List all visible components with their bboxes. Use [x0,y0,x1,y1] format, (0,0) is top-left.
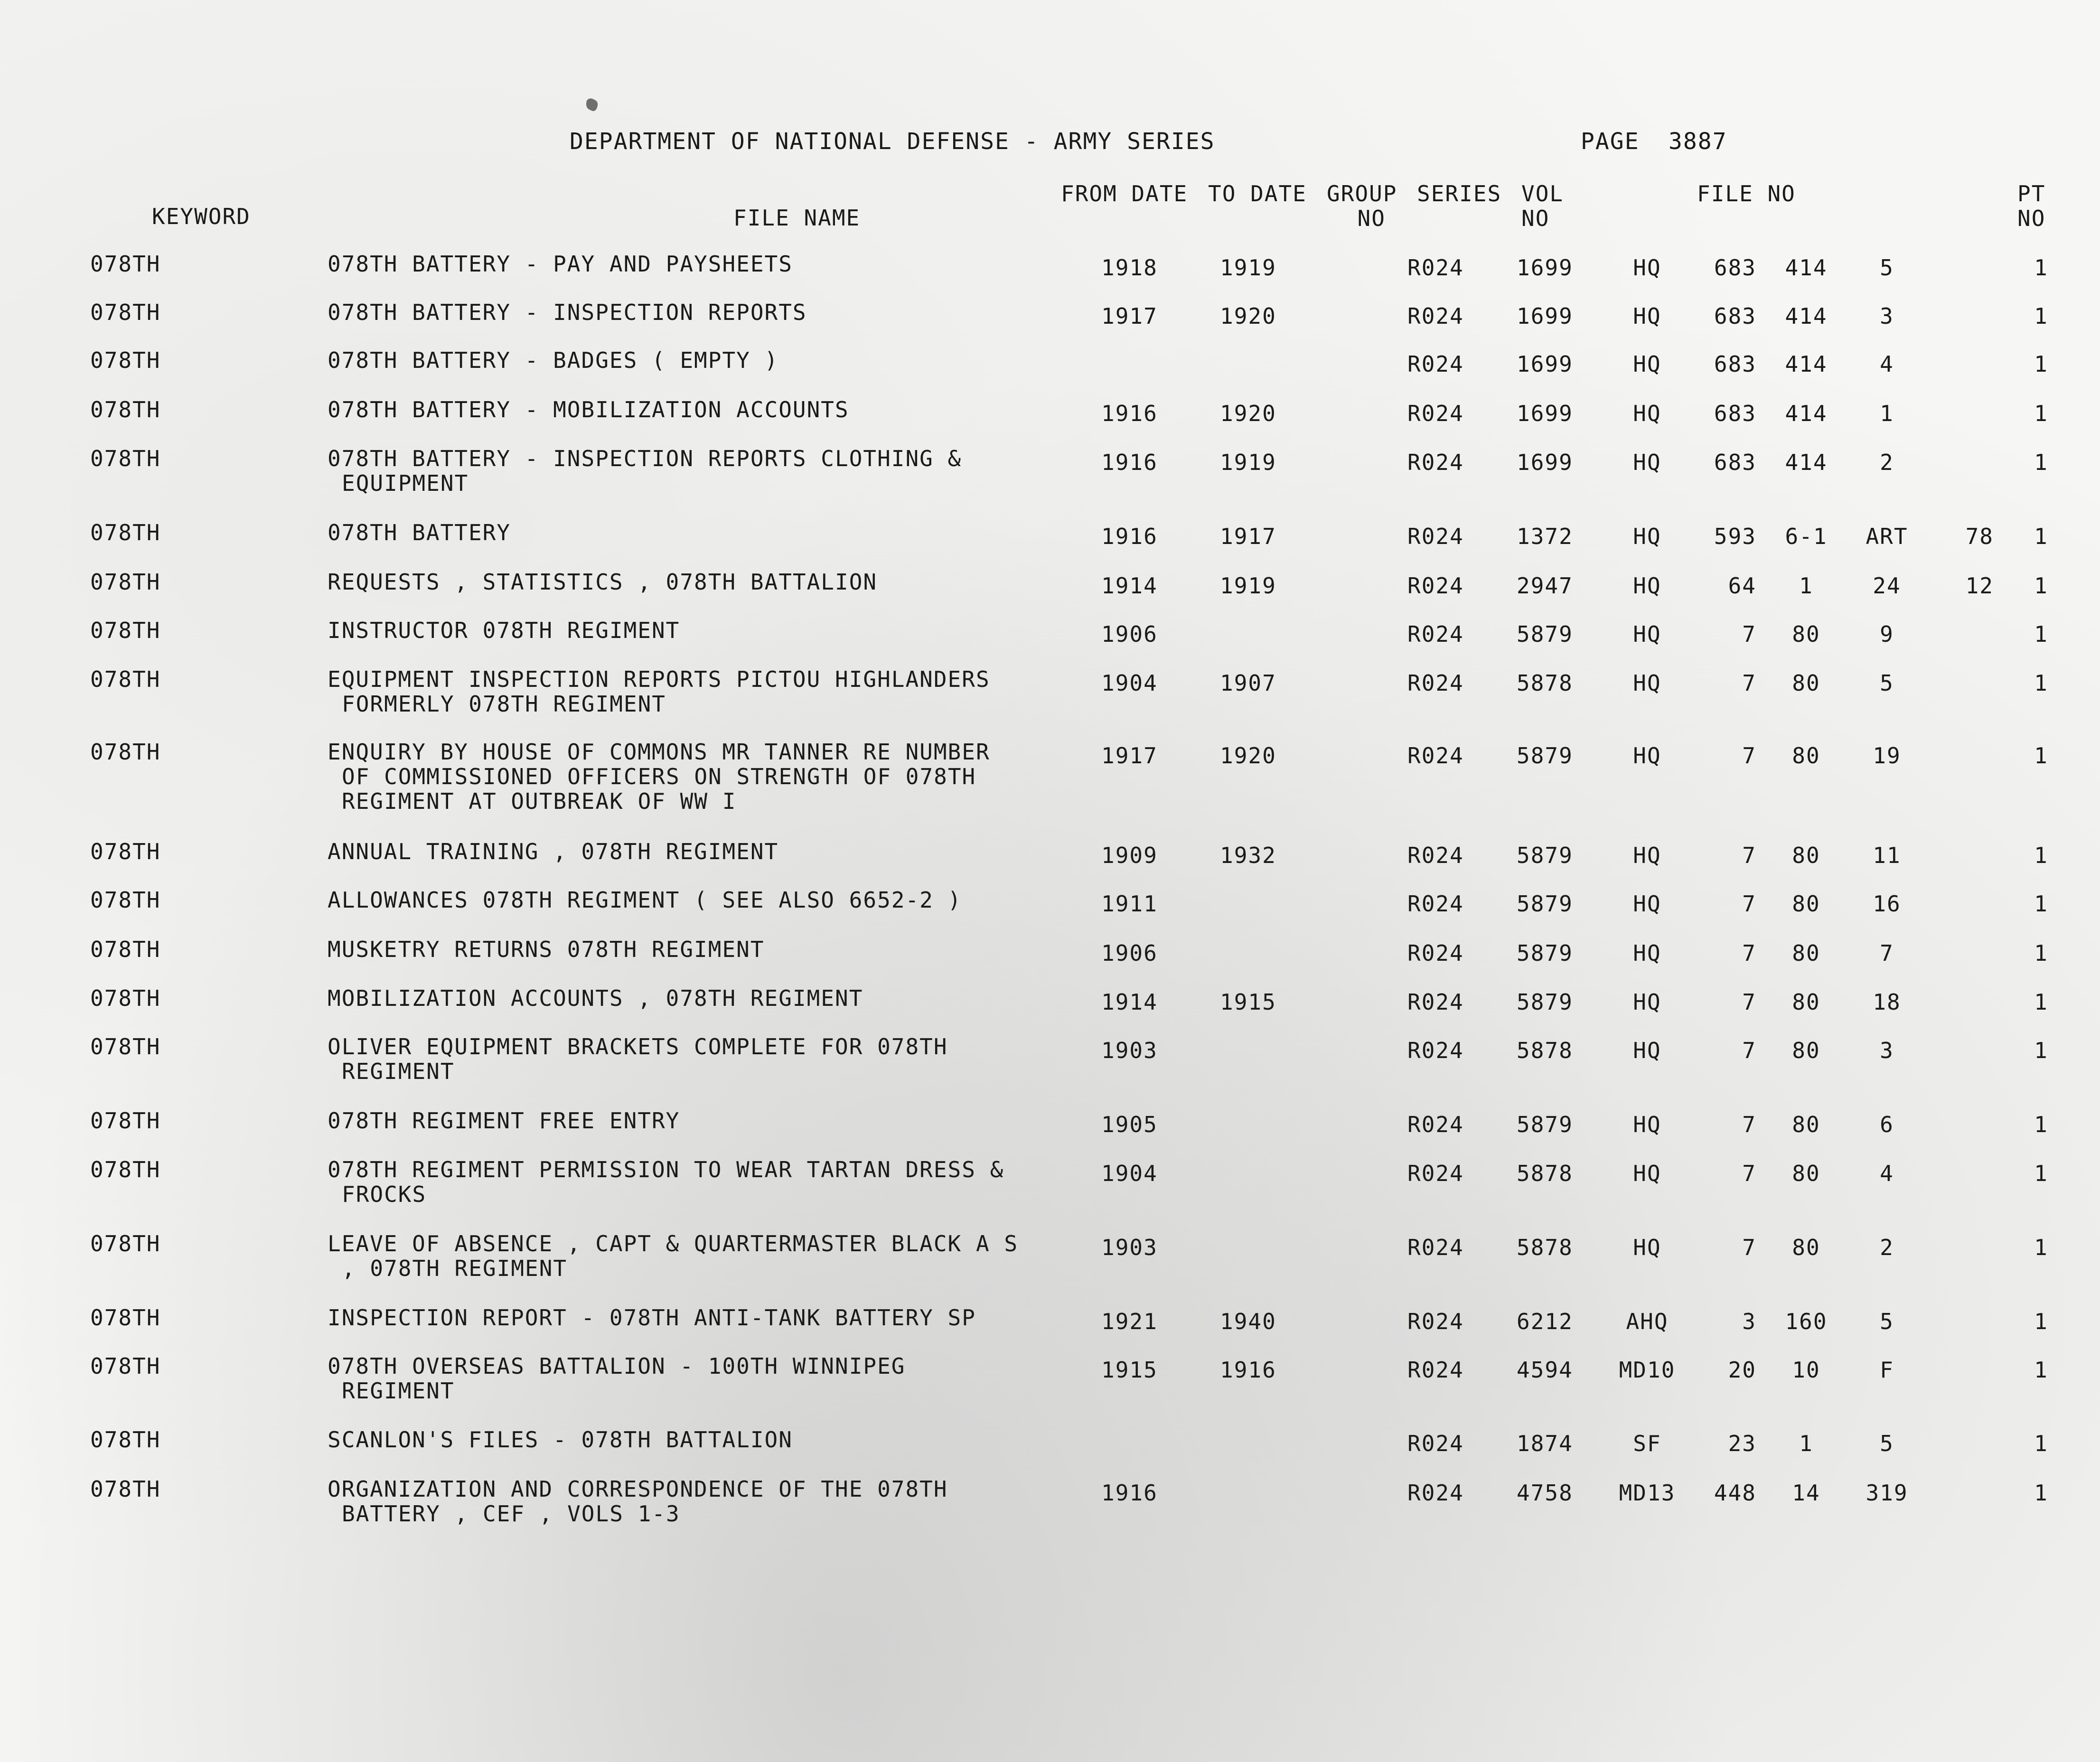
file-no-prefix-cell: MD13 [1619,1480,1676,1506]
file-no-part-1-cell: 7 [1742,989,1756,1015]
file-name-cell [328,1231,1078,1281]
column-header-group: GROUP [1327,181,1397,206]
file-name-line: 078TH BATTERY - MOBILIZATION ACCOUNTS [328,397,849,422]
to-date-cell: 1917 [1220,524,1276,549]
file-name-line: 078TH REGIMENT FREE ENTRY [328,1108,680,1134]
file-no-part-2-cell: 414 [1785,450,1828,475]
file-no-part-3-cell: 11 [1873,843,1901,868]
keyword-cell: 078TH [90,1231,161,1256]
series-cell: R024 [1407,1235,1464,1260]
pt-no-cell: 1 [2034,401,2048,426]
file-no-part-2-cell: 80 [1792,670,1820,696]
keyword-cell: 078TH [90,666,161,692]
file-no-part-2-cell: 14 [1792,1480,1820,1506]
file-no-part-1-cell: 7 [1742,940,1756,966]
file-name-line: 078TH BATTERY - PAY AND PAYSHEETS [328,251,793,277]
file-name-cell [328,446,1078,496]
file-no-part-2-cell: 80 [1792,743,1820,769]
file-no-part-2-cell: 160 [1785,1309,1828,1334]
file-no-part-1-cell: 7 [1742,843,1756,868]
from-date-cell: 1909 [1101,843,1158,868]
file-name-line: LEAVE OF ABSENCE , CAPT & QUARTERMASTER BLACK A S [328,1231,1019,1256]
from-date-cell: 1917 [1101,303,1158,329]
file-name-cell [328,1477,1078,1526]
file-no-part-1-cell: 683 [1714,255,1756,281]
series-cell: R024 [1407,1480,1464,1506]
file-no-part-2-cell: 80 [1792,1235,1820,1260]
file-no-part-1-cell: 64 [1728,573,1756,599]
pt-no-cell: 1 [2034,1235,2048,1260]
keyword-cell: 078TH [90,446,161,471]
series-cell: R024 [1407,573,1464,599]
to-date-cell: 1915 [1220,989,1276,1015]
file-no-part-1-cell: 683 [1714,351,1756,377]
file-no-part-3-cell: 3 [1880,303,1894,329]
file-no-prefix-cell: HQ [1633,573,1661,599]
file-name-cell [328,667,1078,716]
keyword-cell: 078TH [90,937,161,962]
pt-no-cell: 1 [2034,891,2048,917]
to-date-cell: 1940 [1220,1309,1276,1334]
file-name-cell [328,1354,1078,1403]
column-header-group-no-line: NO [1357,206,1386,231]
keyword-cell: 078TH [90,1353,161,1379]
series-cell: R024 [1407,1357,1464,1383]
column-header-vol-no-line: NO [1521,206,1550,231]
from-date-cell: 1903 [1101,1235,1158,1260]
file-name-line: REGIMENT [342,1059,455,1084]
vol-no-cell: 5879 [1517,743,1573,769]
file-name-cell [328,1427,1078,1452]
file-no-prefix-cell: HQ [1633,1112,1661,1137]
file-name-cell [328,520,1078,545]
file-no-part-3-cell: 5 [1880,1431,1894,1456]
keyword-cell: 078TH [90,300,161,325]
file-no-part-3-cell: 4 [1880,351,1894,377]
file-no-part-2-cell: 80 [1792,989,1820,1015]
column-header-series: SERIES [1417,181,1502,206]
file-name-line: EQUIPMENT INSPECTION REPORTS PICTOU HIGHLANDERS [328,666,990,692]
file-name-line: 078TH BATTERY [328,520,511,545]
series-cell: R024 [1407,1309,1464,1334]
pt-no-cell: 1 [2034,1357,2048,1383]
to-date-cell: 1920 [1220,743,1276,769]
file-name-line: 078TH BATTERY - INSPECTION REPORTS [328,300,807,325]
file-name-line: INSPECTION REPORT - 078TH ANTI-TANK BATTERY SP [328,1305,976,1331]
column-header-file-no: FILE NO [1697,181,1796,206]
file-no-prefix-cell: HQ [1633,524,1661,549]
file-name-line: BATTERY , CEF , VOLS 1-3 [342,1501,680,1527]
series-cell: R024 [1407,743,1464,769]
file-no-part-1-cell: 7 [1742,621,1756,647]
file-no-prefix-cell: MD10 [1619,1357,1676,1383]
to-date-cell: 1916 [1220,1357,1276,1383]
from-date-cell: 1911 [1101,891,1158,917]
file-name-line: REGIMENT AT OUTBREAK OF WW I [342,788,737,814]
pt-no-cell: 1 [2034,1161,2048,1186]
column-header-pt-no-line: NO [2017,206,2046,231]
file-no-part-2-cell: 80 [1792,1112,1820,1137]
file-no-part-1-cell: 7 [1742,1161,1756,1186]
keyword-cell: 078TH [90,1108,161,1134]
pt-no-cell: 1 [2034,843,2048,868]
file-name-line: 078TH BATTERY - INSPECTION REPORTS CLOTHING & [328,446,962,471]
file-name-line: MUSKETRY RETURNS 078TH REGIMENT [328,937,765,962]
vol-no-cell: 6212 [1517,1309,1573,1334]
file-no-part-3-cell: 5 [1880,255,1894,281]
file-no-part-2-cell: 6-1 [1785,524,1828,549]
file-no-prefix-cell: SF [1633,1431,1661,1456]
file-no-part-3-cell: 5 [1880,1309,1894,1334]
from-date-cell: 1904 [1101,1161,1158,1186]
vol-no-cell: 4758 [1517,1480,1573,1506]
column-header-group-no [1327,181,1397,231]
pt-no-cell: 1 [2034,1038,2048,1063]
column-header-keyword: KEYWORD [152,204,251,229]
series-cell: R024 [1407,891,1464,917]
vol-no-cell: 5879 [1517,843,1573,868]
vol-no-cell: 5878 [1517,1235,1573,1260]
keyword-cell: 078TH [90,1427,161,1453]
to-date-cell: 1919 [1220,573,1276,599]
file-no-part-1-cell: 593 [1714,524,1756,549]
page-number: 3887 [1669,128,1727,155]
file-no-part-2-cell: 80 [1792,843,1820,868]
file-name-line: FORMERLY 078TH REGIMENT [342,691,666,717]
file-name-cell [328,740,1078,814]
file-no-part-4-cell: 12 [1965,573,1994,599]
from-date-cell: 1915 [1101,1357,1158,1383]
from-date-cell: 1914 [1101,573,1158,599]
column-header-to-date: TO DATE [1208,181,1307,206]
vol-no-cell: 5879 [1517,621,1573,647]
file-no-prefix-cell: HQ [1633,351,1661,377]
file-no-part-2-cell: 80 [1792,940,1820,966]
from-date-cell: 1918 [1101,255,1158,281]
pt-no-cell: 1 [2034,255,2048,281]
file-no-prefix-cell: HQ [1633,843,1661,868]
pt-no-cell: 1 [2034,1309,2048,1334]
file-no-part-3-cell: 7 [1880,940,1894,966]
pt-no-cell: 1 [2034,1112,2048,1137]
series-cell: R024 [1407,450,1464,475]
column-header-from-date: FROM DATE [1061,181,1188,206]
file-name-cell [328,397,1078,422]
file-no-prefix-cell: HQ [1633,670,1661,696]
file-no-part-2-cell: 80 [1792,1038,1820,1063]
from-date-cell: 1904 [1101,670,1158,696]
file-no-prefix-cell: HQ [1633,891,1661,917]
pt-no-cell: 1 [2034,940,2048,966]
file-name-line: REQUESTS , STATISTICS , 078TH BATTALION [328,569,878,595]
page-label: PAGE [1581,128,1640,155]
file-name-cell [328,570,1078,594]
file-no-part-3-cell: 2 [1880,450,1894,475]
file-name-line: FROCKS [342,1181,427,1207]
file-no-part-1-cell: 683 [1714,401,1756,426]
file-no-part-3-cell: ART [1866,524,1908,549]
file-no-part-2-cell: 414 [1785,351,1828,377]
series-cell: R024 [1407,524,1464,549]
keyword-cell: 078TH [90,397,161,422]
file-no-part-1-cell: 683 [1714,450,1756,475]
file-no-part-2-cell: 10 [1792,1357,1820,1383]
file-no-part-3-cell: 18 [1873,989,1901,1015]
file-no-part-2-cell: 80 [1792,621,1820,647]
vol-no-cell: 1874 [1517,1431,1573,1456]
to-date-cell: 1919 [1220,450,1276,475]
file-no-part-1-cell: 7 [1742,1235,1756,1260]
series-cell: R024 [1407,1161,1464,1186]
to-date-cell: 1907 [1220,670,1276,696]
vol-no-cell: 5878 [1517,1161,1573,1186]
series-cell: R024 [1407,843,1464,868]
file-name-line: 078TH REGIMENT PERMISSION TO WEAR TARTAN DRESS & [328,1157,1004,1182]
file-no-part-1-cell: 7 [1742,670,1756,696]
file-no-part-1-cell: 7 [1742,743,1756,769]
file-name-cell [328,888,1078,912]
pt-no-cell: 1 [2034,743,2048,769]
from-date-cell: 1921 [1101,1309,1158,1334]
pt-no-cell: 1 [2034,303,2048,329]
file-no-prefix-cell: HQ [1633,1235,1661,1260]
file-no-part-3-cell: 3 [1880,1038,1894,1063]
pt-no-cell: 1 [2034,1480,2048,1506]
column-header-pt: PT [2017,181,2046,206]
vol-no-cell: 1372 [1517,524,1573,549]
file-no-part-1-cell: 7 [1742,1038,1756,1063]
keyword-cell: 078TH [90,569,161,595]
file-name-line: ALLOWANCES 078TH REGIMENT ( SEE ALSO 6652-2 ) [328,887,962,913]
file-no-prefix-cell: HQ [1633,989,1661,1015]
file-no-prefix-cell: HQ [1633,401,1661,426]
keyword-cell: 078TH [90,347,161,373]
series-cell: R024 [1407,621,1464,647]
file-no-part-2-cell: 1 [1799,573,1813,599]
keyword-cell: 078TH [90,739,161,765]
vol-no-cell: 1699 [1517,450,1573,475]
column-header-pt-no [2017,181,2045,231]
file-no-part-1-cell: 448 [1714,1480,1756,1506]
to-date-cell: 1932 [1220,843,1276,868]
vol-no-cell: 5879 [1517,891,1573,917]
series-cell: R024 [1407,1112,1464,1137]
file-name-line: 078TH OVERSEAS BATTALION - 100TH WINNIPEG [328,1353,906,1379]
file-no-part-2-cell: 414 [1785,255,1828,281]
vol-no-cell: 4594 [1517,1357,1573,1383]
file-no-part-3-cell: 319 [1866,1480,1908,1506]
page-title: DEPARTMENT OF NATIONAL DEFENSE - ARMY SERIES [570,128,1215,155]
vol-no-cell: 5879 [1517,1112,1573,1137]
file-name-cell [328,986,1078,1011]
file-name-cell [328,618,1078,643]
file-no-prefix-cell: HQ [1633,450,1661,475]
pt-no-cell: 1 [2034,989,2048,1015]
file-name-line: 078TH BATTERY - BADGES ( EMPTY ) [328,347,779,373]
file-no-part-1-cell: 20 [1728,1357,1756,1383]
file-name-line: INSTRUCTOR 078TH REGIMENT [328,618,680,643]
file-no-part-3-cell: 19 [1873,743,1901,769]
series-cell: R024 [1407,303,1464,329]
pt-no-cell: 1 [2034,524,2048,549]
column-header-file-name: FILE NAME [733,205,861,231]
vol-no-cell: 5878 [1517,670,1573,696]
file-name-line: ENQUIRY BY HOUSE OF COMMONS MR TANNER RE NUMBER [328,739,990,765]
file-no-part-3-cell: 24 [1873,573,1901,599]
file-name-cell [328,252,1078,276]
file-name-line: , 078TH REGIMENT [342,1256,568,1281]
file-no-part-2-cell: 80 [1792,1161,1820,1186]
series-cell: R024 [1407,1431,1464,1456]
from-date-cell: 1916 [1101,450,1158,475]
file-name-line: EQUIPMENT [342,470,469,496]
file-no-prefix-cell: AHQ [1626,1309,1669,1334]
file-no-part-1-cell: 683 [1714,303,1756,329]
pt-no-cell: 1 [2034,1431,2048,1456]
file-no-part-2-cell: 414 [1785,401,1828,426]
from-date-cell: 1905 [1101,1112,1158,1137]
series-cell: R024 [1407,989,1464,1015]
keyword-cell: 078TH [90,887,161,913]
vol-no-cell: 5879 [1517,989,1573,1015]
from-date-cell: 1917 [1101,743,1158,769]
series-cell: R024 [1407,351,1464,377]
keyword-cell: 078TH [90,251,161,277]
to-date-cell: 1920 [1220,401,1276,426]
series-cell: R024 [1407,255,1464,281]
file-no-part-3-cell: 9 [1880,621,1894,647]
file-name-cell [328,300,1078,325]
file-no-prefix-cell: HQ [1633,621,1661,647]
pt-no-cell: 1 [2034,351,2048,377]
file-name-cell [328,839,1078,864]
file-no-prefix-cell: HQ [1633,1161,1661,1186]
file-no-part-1-cell: 23 [1728,1431,1756,1456]
file-name-line: MOBILIZATION ACCOUNTS , 078TH REGIMENT [328,985,863,1011]
file-name-line: ANNUAL TRAINING , 078TH REGIMENT [328,839,779,864]
ink-blot-mark [583,96,602,115]
keyword-cell: 078TH [90,1157,161,1182]
pt-no-cell: 1 [2034,573,2048,599]
file-name-cell [328,1108,1078,1133]
file-name-line: REGIMENT [342,1378,455,1404]
series-cell: R024 [1407,401,1464,426]
file-no-part-1-cell: 7 [1742,891,1756,917]
file-name-line: OLIVER EQUIPMENT BRACKETS COMPLETE FOR 078TH [328,1034,948,1059]
keyword-cell: 078TH [90,839,161,864]
column-header-vol-no [1521,181,1564,231]
file-no-part-3-cell: 6 [1880,1112,1894,1137]
column-header-vol: VOL [1521,181,1564,206]
keyword-cell: 078TH [90,985,161,1011]
file-name-cell [328,1157,1078,1207]
file-no-prefix-cell: HQ [1633,940,1661,966]
from-date-cell: 1906 [1101,621,1158,647]
keyword-cell: 078TH [90,1305,161,1331]
vol-no-cell: 2947 [1517,573,1573,599]
file-no-prefix-cell: HQ [1633,255,1661,281]
file-name-cell [328,348,1078,373]
file-name-line: ORGANIZATION AND CORRESPONDENCE OF THE 078TH [328,1476,948,1502]
file-no-part-2-cell: 80 [1792,891,1820,917]
file-no-part-1-cell: 7 [1742,1112,1756,1137]
file-no-part-4-cell: 78 [1965,524,1994,549]
file-name-line: SCANLON'S FILES - 078TH BATTALION [328,1427,793,1453]
keyword-cell: 078TH [90,1476,161,1502]
keyword-cell: 078TH [90,618,161,643]
vol-no-cell: 1699 [1517,303,1573,329]
file-no-part-3-cell: 5 [1880,670,1894,696]
file-no-part-3-cell: 1 [1880,401,1894,426]
file-no-prefix-cell: HQ [1633,743,1661,769]
keyword-cell: 078TH [90,520,161,545]
file-name-cell [328,1034,1078,1084]
series-cell: R024 [1407,1038,1464,1063]
from-date-cell: 1906 [1101,940,1158,966]
vol-no-cell: 5879 [1517,940,1573,966]
pt-no-cell: 1 [2034,450,2048,475]
pt-no-cell: 1 [2034,621,2048,647]
file-no-part-3-cell: 2 [1880,1235,1894,1260]
file-no-prefix-cell: HQ [1633,1038,1661,1063]
to-date-cell: 1919 [1220,255,1276,281]
file-no-part-2-cell: 1 [1799,1431,1813,1456]
keyword-cell: 078TH [90,1034,161,1059]
file-name-cell [328,937,1078,962]
file-name-line: OF COMMISSIONED OFFICERS ON STRENGTH OF 078TH [342,764,976,789]
from-date-cell: 1916 [1101,401,1158,426]
from-date-cell: 1916 [1101,524,1158,549]
vol-no-cell: 1699 [1517,255,1573,281]
to-date-cell: 1920 [1220,303,1276,329]
file-no-part-2-cell: 414 [1785,303,1828,329]
series-cell: R024 [1407,670,1464,696]
vol-no-cell: 1699 [1517,351,1573,377]
series-cell: R024 [1407,940,1464,966]
file-name-cell [328,1305,1078,1330]
file-no-part-3-cell: 16 [1873,891,1901,917]
from-date-cell: 1914 [1101,989,1158,1015]
file-no-prefix-cell: HQ [1633,303,1661,329]
from-date-cell: 1903 [1101,1038,1158,1063]
file-no-part-3-cell: 4 [1880,1161,1894,1186]
vol-no-cell: 5878 [1517,1038,1573,1063]
from-date-cell: 1916 [1101,1480,1158,1506]
vol-no-cell: 1699 [1517,401,1573,426]
pt-no-cell: 1 [2034,670,2048,696]
file-no-part-1-cell: 3 [1742,1309,1756,1334]
file-no-part-3-cell: F [1880,1357,1894,1383]
